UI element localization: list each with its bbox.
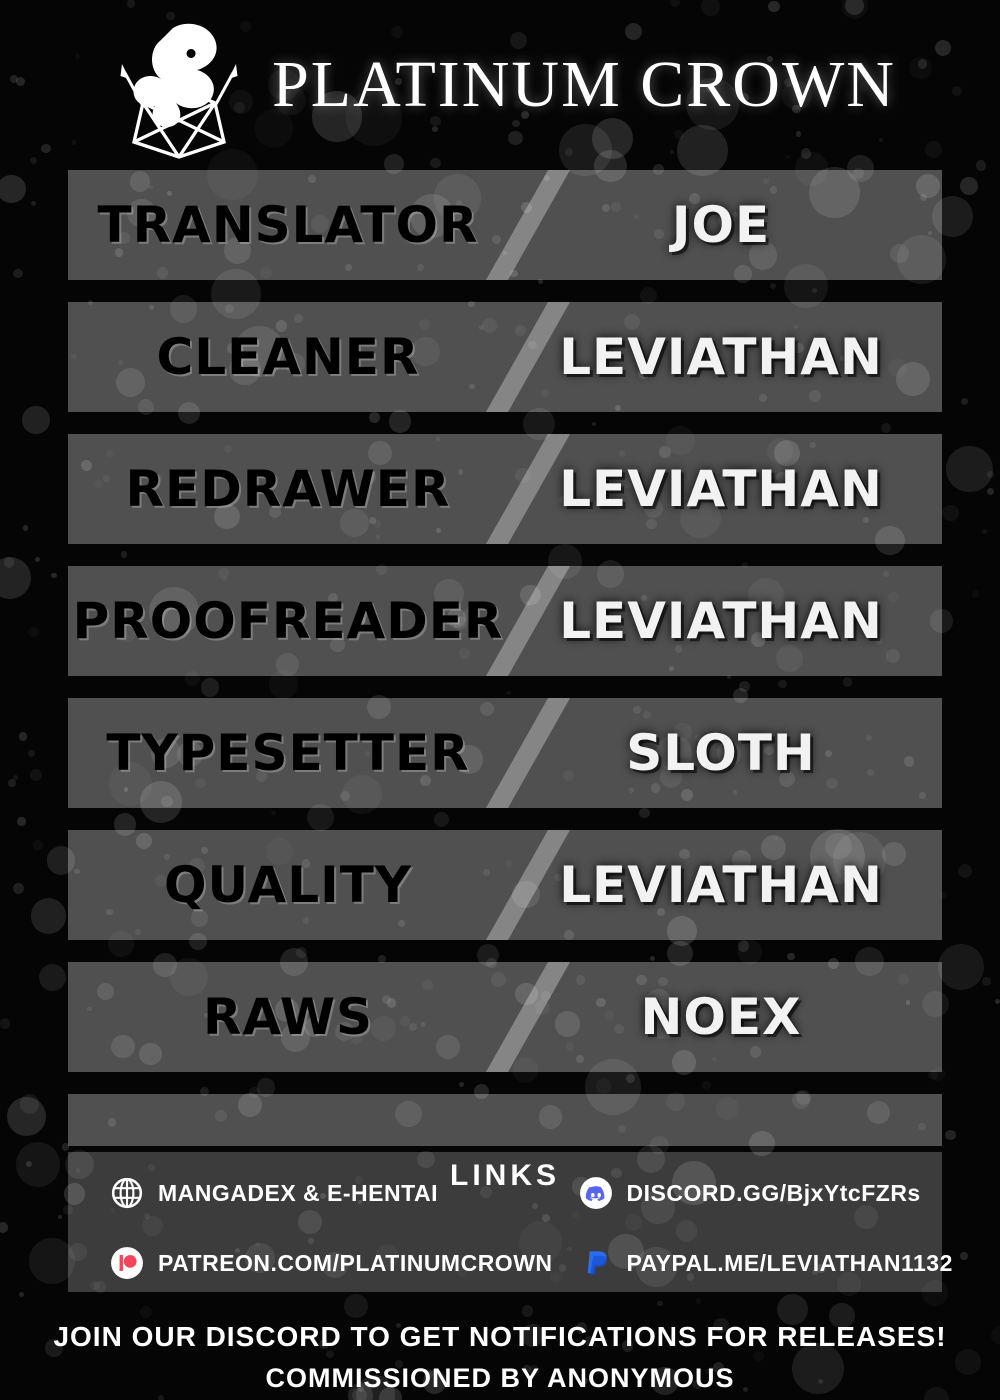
link-label: DISCORD.GG/BjxYtcFZRs bbox=[626, 1179, 921, 1206]
dragon-crest-logo bbox=[104, 13, 254, 163]
credit-role: TRANSLATOR bbox=[97, 196, 479, 254]
credit-role: PROOFREADER bbox=[72, 592, 504, 650]
link-patreon[interactable] bbox=[68, 1246, 553, 1280]
credit-name: LEVIATHAN bbox=[559, 328, 883, 386]
footer bbox=[0, 1321, 1000, 1394]
credit-name: LEVIATHAN bbox=[559, 592, 883, 650]
credit-name: JOE bbox=[671, 196, 771, 254]
credits-list bbox=[0, 170, 1000, 1072]
credit-role: RAWS bbox=[202, 988, 374, 1046]
credit-name: LEVIATHAN bbox=[559, 856, 883, 914]
credit-row bbox=[0, 962, 1000, 1072]
credit-row bbox=[0, 434, 1000, 544]
link-discord[interactable] bbox=[553, 1176, 953, 1210]
link-mangadex[interactable] bbox=[68, 1176, 553, 1210]
paypal-icon bbox=[579, 1246, 613, 1280]
header bbox=[0, 0, 1000, 170]
credit-row bbox=[0, 302, 1000, 412]
credit-name: LEVIATHAN bbox=[559, 460, 883, 518]
links-heading-wrap bbox=[0, 1094, 1000, 1192]
credit-role: QUALITY bbox=[163, 856, 413, 914]
links-heading-bar bbox=[68, 1094, 942, 1146]
links-heading-label: LINKS bbox=[450, 1159, 560, 1192]
credit-role: TYPESETTER bbox=[106, 724, 470, 782]
credit-role: REDRAWER bbox=[125, 460, 451, 518]
credit-name: SLOTH bbox=[626, 724, 816, 782]
link-paypal[interactable] bbox=[553, 1246, 953, 1280]
link-label: PAYPAL.ME/LEVIATHAN1132 bbox=[626, 1249, 953, 1276]
link-label: PATREON.COM/PLATINUMCROWN bbox=[158, 1249, 553, 1276]
links-grid bbox=[68, 1158, 953, 1298]
link-label: MANGADEX & E-HENTAI bbox=[158, 1179, 438, 1206]
patreon-icon bbox=[110, 1246, 144, 1280]
footer-commission-note: COMMISSIONED BY ANONYMOUS bbox=[265, 1363, 735, 1393]
credit-row bbox=[0, 170, 1000, 280]
credit-name: NOEX bbox=[640, 988, 802, 1046]
discord-icon bbox=[579, 1176, 613, 1210]
credit-row bbox=[0, 698, 1000, 808]
footer-discord-note: JOIN OUR DISCORD TO GET NOTIFICATIONS FOR RELEASES! bbox=[53, 1321, 947, 1352]
page-title: PLATINUM CROWN bbox=[272, 48, 896, 121]
credit-row bbox=[0, 830, 1000, 940]
credit-role: CLEANER bbox=[156, 328, 420, 386]
globe-icon bbox=[110, 1176, 144, 1210]
credit-row bbox=[0, 566, 1000, 676]
